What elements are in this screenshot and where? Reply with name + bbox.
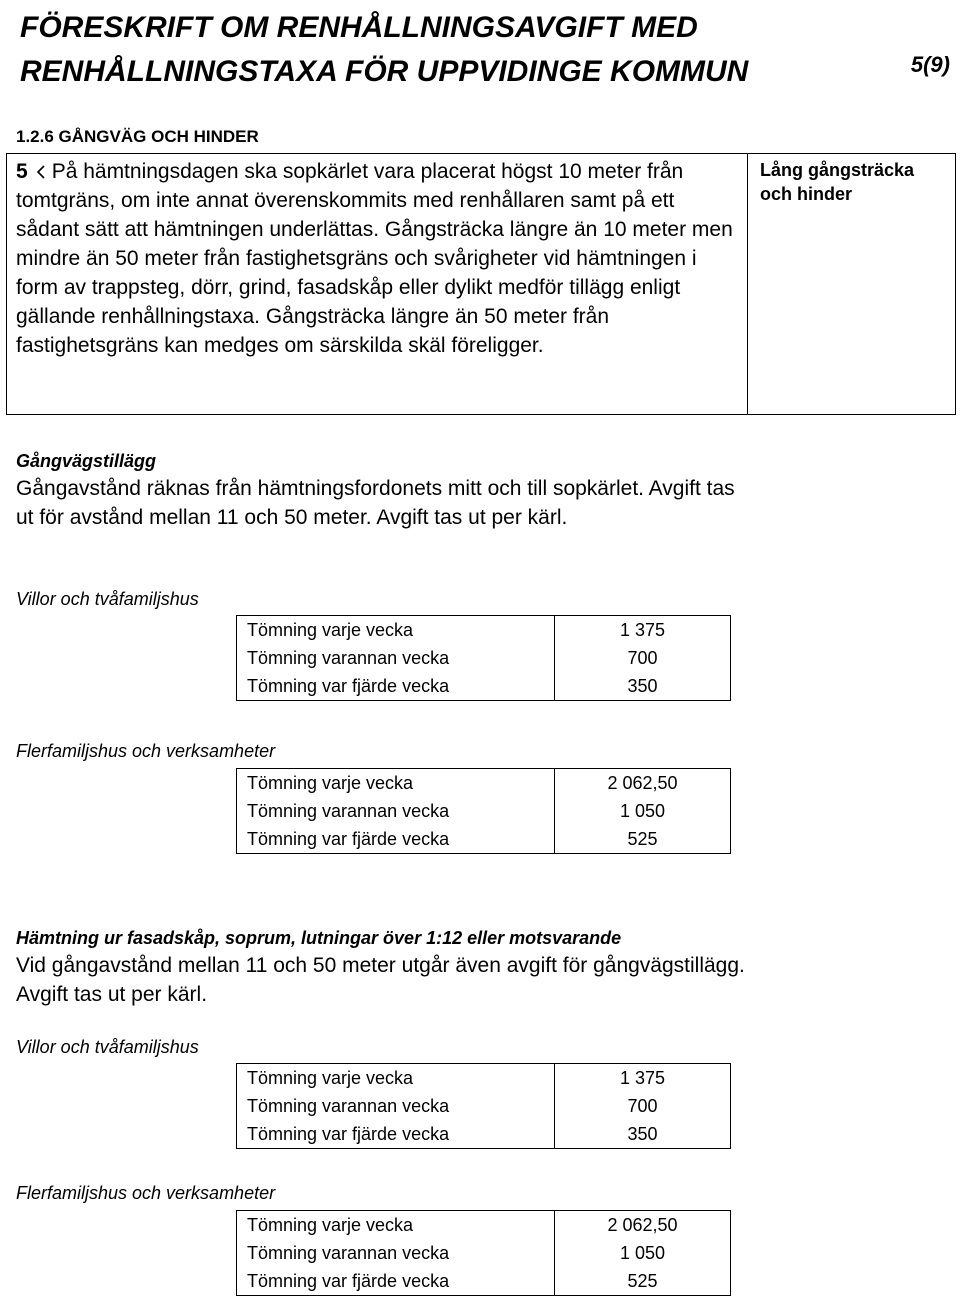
facade-heading: Hämtning ur fasadskåp, soprum, lutningar över 1:12 eller motsvarande <box>16 928 622 948</box>
walk-multi-fee-table <box>236 768 731 854</box>
walk-villas-heading: Villor och tvåfamiljshus <box>16 589 199 609</box>
row-label: Tömning var fjärde vecka <box>237 825 555 854</box>
row-value: 2 062,50 <box>555 769 731 798</box>
row-label: Tömning varje vecka <box>237 1064 555 1093</box>
row-value: 700 <box>555 1092 731 1120</box>
table-row <box>237 644 731 672</box>
facade-multi-fee-table <box>236 1210 731 1296</box>
table-row <box>237 1064 731 1093</box>
row-label: Tömning varje vecka <box>237 769 555 798</box>
walk-villas-fee-table <box>236 615 731 701</box>
row-value: 2 062,50 <box>555 1211 731 1240</box>
walk-fee-text: Gångavstånd räknas från hämtningsfordonets mitt och till sopkärlet. Avgift tas ut för avstånd mellan 11 och 50 meter. Avgift tas ut per kärl. <box>16 477 735 529</box>
row-value: 525 <box>555 825 731 854</box>
row-label: Tömning varannan vecka <box>237 797 555 825</box>
row-label: Tömning varannan vecka <box>237 1092 555 1120</box>
table-row <box>237 1092 731 1120</box>
table-row <box>237 672 731 701</box>
facade-villas-fee-table <box>236 1063 731 1149</box>
table-row <box>237 1120 731 1149</box>
paragraph-text: På hämtningsdagen ska sopkärlet vara placerat högst 10 meter från tomtgräns, om inte annat överenskommits med renhållaren samt på ett sådant sätt att hämtningen underlättas. Gångsträcka längre än 10 meter men mindre än 50 meter från fastighetsgräns och svårigheter vid hämtningen i form av trappsteg, dörr, grind, fasadskåp eller dylikt medför tillägg enligt gällande renhållningstaxa. Gångsträcka längre än 50 meter från fastighetsgräns kan medges om särskilda skäl föreligger. <box>16 160 733 357</box>
table-row <box>237 616 731 645</box>
table-row <box>237 797 731 825</box>
table-row <box>237 1211 731 1240</box>
row-label: Tömning varannan vecka <box>237 1239 555 1267</box>
row-value: 1 050 <box>555 797 731 825</box>
walk-fee-heading: Gångvägstillägg <box>16 451 157 471</box>
box-divider <box>747 153 748 415</box>
row-value: 350 <box>555 1120 731 1149</box>
facade-multi-heading: Flerfamiljshus och verksamheter <box>16 1183 276 1203</box>
row-label: Tömning varannan vecka <box>237 644 555 672</box>
section-heading: 1.2.6 GÅNGVÄG OCH HINDER <box>16 127 259 146</box>
paragraph-number: 5 <box>16 160 28 183</box>
row-value: 700 <box>555 644 731 672</box>
row-value: 1 375 <box>555 616 731 645</box>
document-title: FÖRESKRIFT OM RENHÅLLNINGSAVGIFT MED RENHÅLLNINGSTAXA FÖR UPPVIDINGE KOMMUN <box>20 11 749 88</box>
row-value: 525 <box>555 1267 731 1296</box>
table-row <box>237 1267 731 1296</box>
row-label: Tömning var fjärde vecka <box>237 1120 555 1149</box>
row-value: 350 <box>555 672 731 701</box>
table-row <box>237 825 731 854</box>
facade-text: Vid gångavstånd mellan 11 och 50 meter utgår även avgift för gångvägstillägg. Avgift tas ut per kärl. <box>16 954 745 1006</box>
table-row <box>237 1239 731 1267</box>
page-number: 5(9) <box>910 52 950 77</box>
table-row <box>237 769 731 798</box>
walk-multi-heading: Flerfamiljshus och verksamheter <box>16 741 276 761</box>
row-label: Tömning var fjärde vecka <box>237 1267 555 1296</box>
margin-note: Lång gångsträcka och hinder <box>760 160 915 204</box>
row-value: 1 050 <box>555 1239 731 1267</box>
section-sign-icon <box>36 164 46 180</box>
row-label: Tömning varje vecka <box>237 616 555 645</box>
row-value: 1 375 <box>555 1064 731 1093</box>
row-label: Tömning varje vecka <box>237 1211 555 1240</box>
facade-villas-heading: Villor och tvåfamiljshus <box>16 1037 199 1057</box>
row-label: Tömning var fjärde vecka <box>237 672 555 701</box>
regulation-paragraph <box>16 157 740 360</box>
